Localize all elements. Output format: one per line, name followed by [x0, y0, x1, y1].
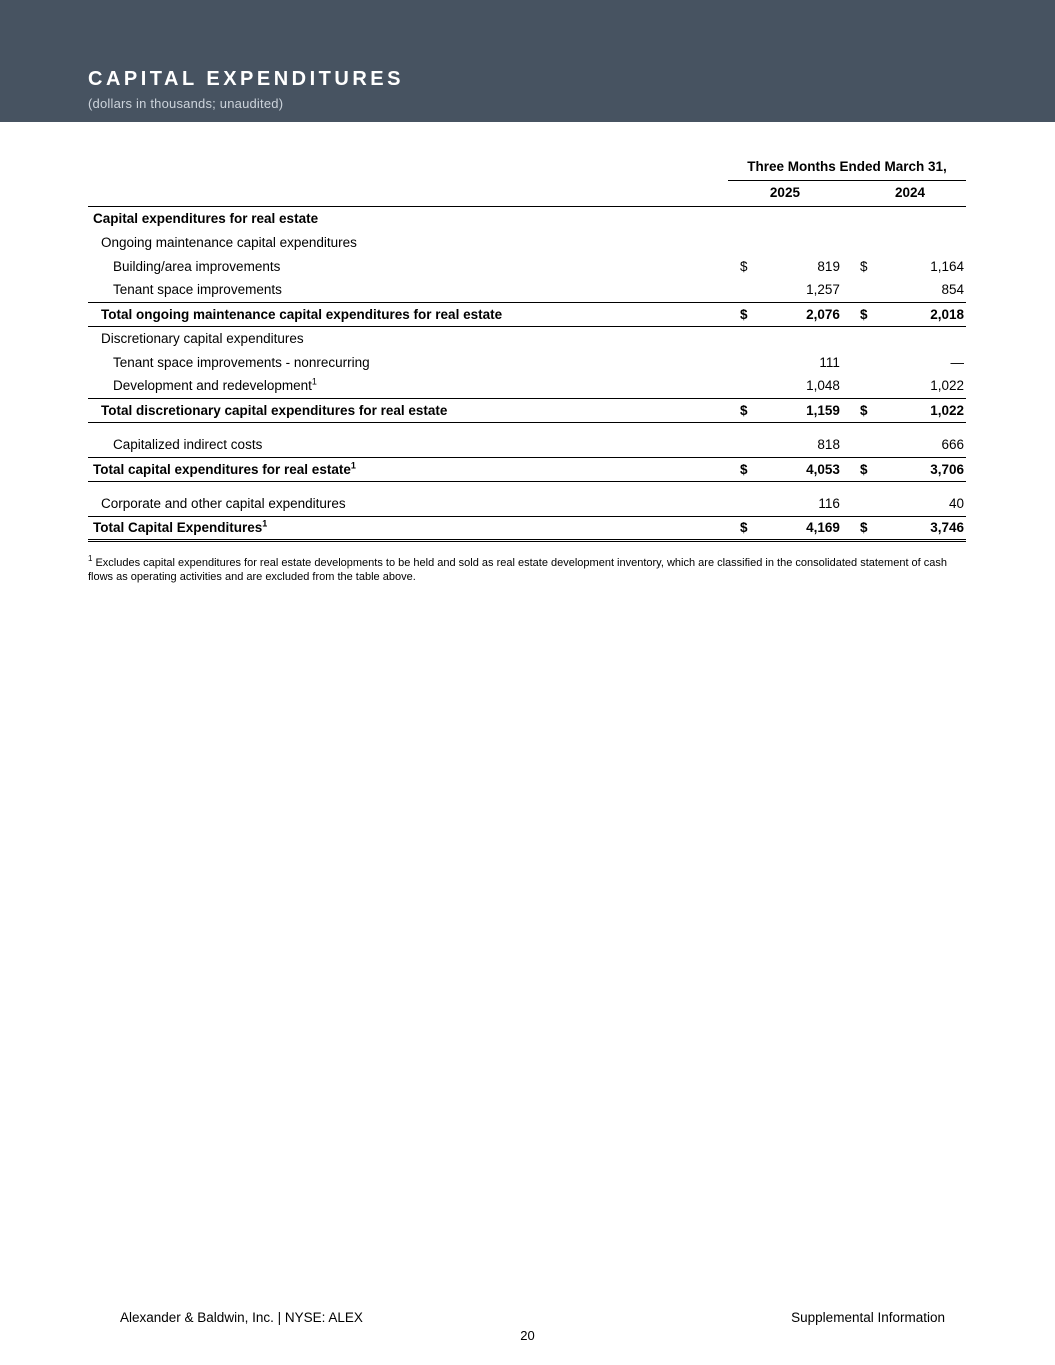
table-row	[88, 254, 966, 278]
dollar-cell-2024	[842, 206, 878, 230]
value-cell-2025	[754, 230, 842, 254]
value-cell-2025: 1,159	[754, 398, 842, 422]
year-header-row	[88, 180, 966, 206]
dollar-cell-2024	[842, 230, 878, 254]
page-title: CAPITAL EXPENDITURES	[88, 68, 404, 90]
table-row	[88, 326, 966, 350]
footnote-ref: 1	[262, 518, 268, 529]
row-label	[88, 302, 728, 326]
footnote-ref: 1	[311, 376, 317, 387]
row-label	[88, 350, 728, 374]
value-cell-2025: 4,053	[754, 457, 842, 481]
value-cell-2024: 1,022	[878, 398, 966, 422]
value-cell-2024: 2,018	[878, 302, 966, 326]
dollar-cell-2024: $	[842, 516, 878, 540]
table-row	[88, 206, 966, 230]
row-label-text: Tenant space improvements - nonrecurring	[113, 354, 370, 370]
dollar-cell-2024: $	[859, 258, 868, 274]
row-label	[88, 492, 728, 516]
value-cell-2025: 1,257	[754, 278, 842, 302]
dollar-cell-2025	[728, 206, 754, 230]
dollar-cell-2024: $	[842, 457, 878, 481]
dollar-cell-2025	[728, 433, 754, 457]
year-column-2025: 2025	[728, 180, 842, 206]
table-row	[88, 457, 966, 481]
table-row	[88, 230, 966, 254]
value-cell-2024: 3,746	[878, 516, 966, 540]
value-cell-2025: 4,169	[754, 516, 842, 540]
row-label-text: Tenant space improvements	[113, 282, 282, 298]
dollar-cell-2025	[728, 278, 754, 302]
row-label	[88, 254, 728, 278]
table-row	[88, 350, 966, 374]
row-label	[88, 206, 728, 230]
value-cell-2024: 3,706	[878, 457, 966, 481]
spacer-cell	[88, 422, 966, 433]
row-label	[88, 374, 728, 398]
value-cell-2024	[878, 206, 966, 230]
dollar-cell-2025	[728, 350, 754, 374]
dollar-cell-2025: $	[728, 516, 754, 540]
footnote-marker: 1	[88, 553, 93, 563]
period-header-row	[88, 154, 966, 180]
row-label-text: Corporate and other capital expenditures	[101, 496, 346, 512]
row-label-text: Building/area improvements	[113, 258, 281, 274]
spacer-row	[88, 422, 966, 433]
value-cell-2025: 1,048	[754, 374, 842, 398]
dollar-cell-2025: $	[728, 302, 754, 326]
row-label	[88, 326, 728, 350]
value-cell-2024: 1,164	[930, 258, 964, 274]
dollar-cell-2025	[728, 326, 754, 350]
table-body	[88, 206, 966, 540]
dollar-cell-2025	[728, 374, 754, 398]
page-footer	[120, 1310, 945, 1325]
row-label	[88, 457, 728, 481]
table-row	[88, 302, 966, 326]
value-cell-2025: 116	[754, 492, 842, 516]
row-label	[88, 278, 728, 302]
spacer-row	[88, 481, 966, 492]
dollar-cell-2025	[728, 230, 754, 254]
value-cell-2024: 666	[878, 433, 966, 457]
dollar-cell-2024	[842, 433, 878, 457]
row-label-text: Total Capital Expenditures	[93, 520, 263, 535]
dollar-cell-2025: $	[728, 398, 754, 422]
title-band	[0, 0, 1055, 122]
row-label-text: Development and redevelopment	[113, 378, 312, 394]
row-label-text: Total ongoing maintenance capital expenditures for real estate	[101, 306, 503, 322]
dollar-cell-2024: $	[842, 398, 878, 422]
dollar-cell-2024	[842, 278, 878, 302]
dollar-cell-2025: $	[739, 258, 748, 274]
value-cell-2025: 818	[754, 433, 842, 457]
dollar-cell-2024	[842, 492, 878, 516]
dollar-cell-2024	[842, 374, 878, 398]
empty-header-cell	[88, 154, 728, 180]
value-cell-2024: 40	[878, 492, 966, 516]
value-cell-2025: 2,076	[754, 302, 842, 326]
row-label-text: Total discretionary capital expenditures for real estate	[101, 402, 448, 418]
table-row	[88, 433, 966, 457]
row-label	[88, 398, 728, 422]
footer-doc-label: Supplemental Information	[791, 1310, 945, 1325]
table-row	[88, 398, 966, 422]
period-header: Three Months Ended March 31,	[728, 154, 966, 180]
year-column-2024: 2024	[842, 180, 966, 206]
value-cell-2024: 1,022	[878, 374, 966, 398]
value-cell-2025	[754, 326, 842, 350]
value-cell-2025: 819	[817, 258, 840, 274]
empty-header-cell	[88, 180, 728, 206]
value-cell-2025	[754, 206, 842, 230]
row-label-text: Capitalized indirect costs	[113, 437, 263, 453]
table-row	[88, 278, 966, 302]
dollar-cell-2024	[842, 350, 878, 374]
row-label-text: Capital expenditures for real estate	[93, 210, 319, 226]
footer-company: Alexander & Baldwin, Inc. | NYSE: ALEX	[120, 1310, 363, 1325]
content-area	[88, 154, 966, 585]
row-label	[88, 516, 728, 540]
dollar-cell-2024: $	[842, 302, 878, 326]
footnote-ref: 1	[350, 460, 356, 470]
capex-table	[88, 154, 966, 542]
row-label-text: Discretionary capital expenditures	[101, 330, 304, 346]
value-cell-2024: 854	[878, 278, 966, 302]
spacer-cell	[88, 481, 966, 492]
value-cell-2025: 111	[819, 354, 840, 370]
table-row	[88, 492, 966, 516]
row-label-text: Ongoing maintenance capital expenditures	[101, 234, 357, 250]
dollar-cell-2025	[728, 492, 754, 516]
page-number: 20	[520, 1328, 535, 1343]
row-label	[88, 230, 728, 254]
row-label-text: Total capital expenditures for real estate	[93, 461, 351, 477]
dollar-cell-2024	[842, 326, 878, 350]
dollar-cell-2025: $	[728, 457, 754, 481]
value-cell-2024: —	[950, 354, 964, 370]
value-cell-2024	[878, 326, 966, 350]
table-row	[88, 374, 966, 398]
value-cell-2024	[878, 230, 966, 254]
page-subtitle: (dollars in thousands; unaudited)	[88, 96, 284, 111]
footnote	[88, 553, 966, 586]
footnote-text: Excludes capital expenditures for real estate developments to be held and sold as real estate development inventory, which are classified in the consolidated statement of cash flows as operating activities and are excluded from the table above.	[88, 556, 948, 584]
row-label	[88, 433, 728, 457]
table-row	[88, 516, 966, 540]
